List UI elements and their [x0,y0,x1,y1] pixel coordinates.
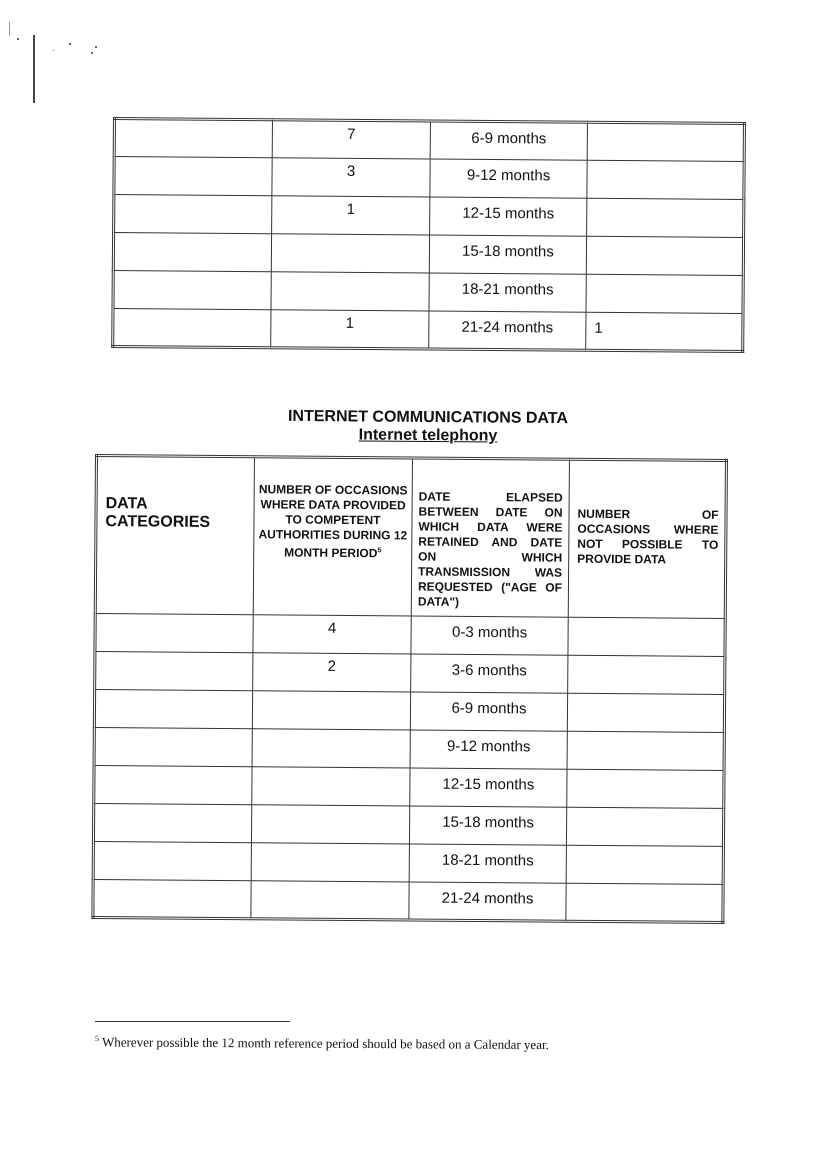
data-category-cell [94,690,252,729]
age-of-data-cell: 12-15 months [430,197,587,236]
footnote-reference: 5 [377,547,382,555]
occasions-cell [252,767,410,806]
table-row [94,690,724,733]
age-of-data-cell: 9-12 months [430,159,587,198]
data-category-cell [114,157,272,196]
age-of-data-cell: 21-24 months [429,311,586,350]
section-title: INTERNET COMMUNICATIONS DATA [287,407,569,428]
table-row [93,804,723,847]
table-row [95,652,725,695]
data-category-cell [93,804,251,843]
data-category-cell [94,728,252,767]
header-row [95,456,726,619]
occasions-cell: 4 [253,615,411,654]
footnote-text: Wherever possible the 12 month reference period should be based on a Calendar year. [101,1034,549,1053]
not-possible-cell [566,807,723,846]
data-category-cell [113,271,271,310]
age-of-data-cell: 6-9 months [430,121,587,160]
table-row [113,309,743,352]
age-of-data-cell: 18-21 months [429,273,586,312]
data-category-cell [93,879,251,918]
header-data-categories-line1: DATA [105,495,148,513]
age-of-data-cell: 12-15 months [410,768,567,807]
occasions-cell [252,691,410,730]
header-number-of-occasions-text: NUMBER OF OCCASIONS WHERE DATA PROVIDED TO COMPETENT AUTHORITIES DURING 12 MONTH PERIOD [258,482,408,561]
internet-telephony-table [91,454,728,924]
data-category-cell [95,652,253,691]
age-of-data-cell: 18-21 months [409,844,566,883]
table-row [114,157,744,200]
table-row [114,195,744,238]
not-possible-cell [567,693,724,732]
not-possible-cell [586,236,743,275]
not-possible-cell [568,655,725,694]
age-of-data-cell: 15-18 months [409,806,566,845]
age-of-data-cell: 15-18 months [429,235,586,274]
occasions-cell [251,805,409,844]
not-possible-cell [567,769,724,808]
table-row [93,841,723,884]
occasions-cell [271,272,429,311]
not-possible-cell [568,617,725,656]
data-category-cell [114,119,272,158]
data-category-cell [114,195,272,234]
data-category-cell [113,309,271,348]
section-subtitle: Internet telephony [358,426,498,445]
table-row [94,766,724,809]
age-of-data-cell: 0-3 months [411,616,568,655]
footnote-divider [95,1021,290,1022]
footnote [95,1034,549,1053]
table-row [113,233,743,276]
not-possible-cell [566,845,723,884]
table-row [114,119,744,162]
data-category-cell [113,233,271,272]
age-of-data-cell: 21-24 months [409,882,566,921]
not-possible-cell: 1 [586,312,743,351]
scan-margin-marks [0,0,120,110]
not-possible-cell [567,731,724,770]
occasions-cell [251,881,409,920]
table-row [94,728,724,771]
header-not-possible: NUMBER OF OCCASIONS WHERE NOT POSSIBLE TO PROVIDE DATA [568,459,726,618]
data-category-cell [94,766,252,805]
header-data-categories-line2: CATEGORIES [105,513,211,531]
header-age-of-data: DATE ELAPSED BETWEEN DATE ON WHICH DATA WERE RETAINED AND DATE ON WHICH TRANSMISSION WAS REQUESTED ("AGE OF DATA") [411,458,569,617]
occasions-cell: 7 [272,120,430,159]
not-possible-cell [587,160,744,199]
header-data-categories [95,456,254,615]
occasions-cell [271,234,429,273]
data-category-cell [93,841,251,880]
not-possible-cell [587,122,744,161]
occasions-cell: 1 [272,196,430,235]
header-number-of-occasions [253,457,412,616]
not-possible-cell [566,883,723,922]
top-data-table [111,117,746,353]
occasions-cell: 3 [272,158,430,197]
occasions-cell [252,729,410,768]
footnote-marker: 5 [94,1034,99,1044]
age-of-data-cell: 3-6 months [411,654,568,693]
age-of-data-cell: 9-12 months [410,730,567,769]
occasions-cell: 2 [253,653,411,692]
not-possible-cell [586,274,743,313]
table-row [93,879,723,922]
table-row [95,614,725,657]
data-category-cell [95,614,253,653]
table-row [113,271,743,314]
age-of-data-cell: 6-9 months [410,692,567,731]
occasions-cell [251,843,409,882]
not-possible-cell [587,198,744,237]
occasions-cell: 1 [271,310,429,349]
